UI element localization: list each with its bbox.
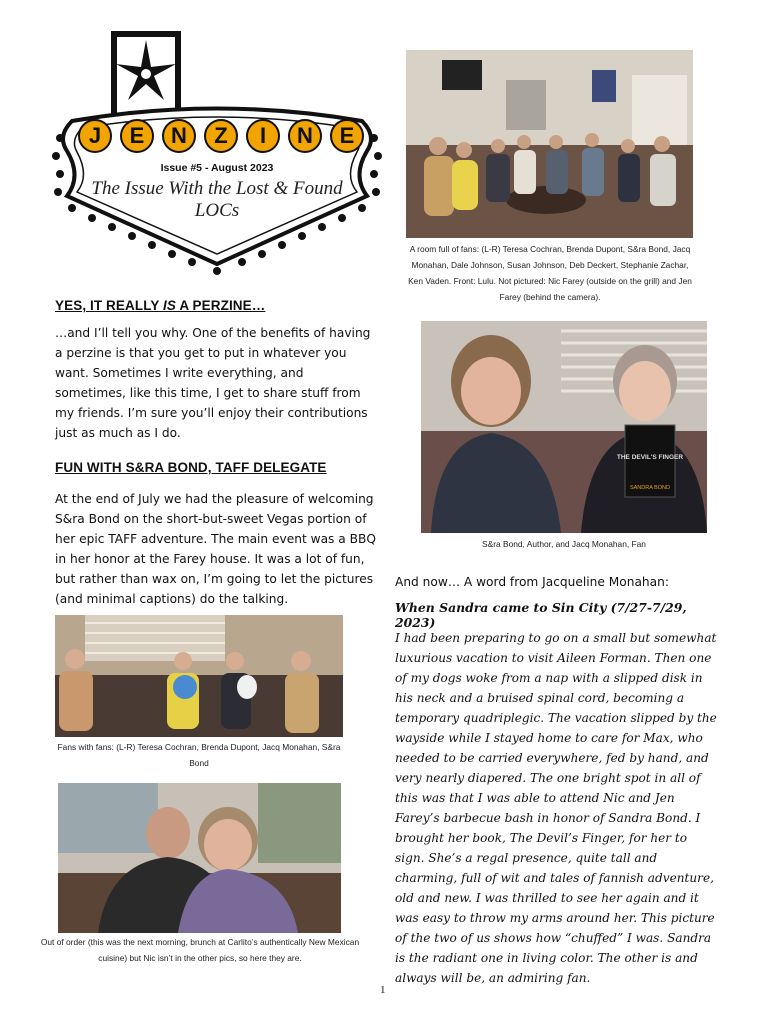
masthead-letters bbox=[78, 119, 368, 155]
caption-room-full-of-fans: A room full of fans: (L-R) Teresa Cochran, Brenda Dupont, S&ra Bond, Jacq Monahan, Dale Johnson, Susan Johnson, Deb Deckert, Stephanie Zachar, Ken Vaden. Front: Lulu. Not pictured: Nic Farey (outside on the grill) and Jen Farey (behind the camera). bbox=[408, 244, 692, 302]
caption-sra-and-jacq: S&ra Bond, Author, and Jacq Monahan, Fan bbox=[482, 539, 646, 549]
star-icon bbox=[116, 40, 176, 100]
intro-jacqueline: And now… A word from Jacqueline Monahan: bbox=[395, 575, 669, 589]
masthead-letter: J bbox=[78, 119, 112, 153]
issue-number: Issue #5 - August 2023 bbox=[160, 162, 274, 174]
article-body: I had been preparing to go on a small but somewhat luxurious vacation to visit Aileen Forman. Then one of my dogs woke from a nap with a slipped disk in his neck and a bruised spinal cord, becoming a temporary quadriplegic. The vacation slipped by the wayside while I stayed home to care for Max, who needed to be carried everywhere, fed by hand, and very nearly diapered. The one bright spot in all of this was that I was able to attend Nic and Jen Farey’s barbecue bash in honor of Sandra Bond. I brought her book, The Devil’s Finger, for her to sign. She’s a regal presence, quite tall and charming, full of wit and tales of fannish adventure, old and new. I was thrilled to see her again and it was easy to throw my arms around her. This picture of the two of us shows how “chuffed” I was. Sandra is the radiant one in living color. The other is and always will be, an admiring fan. bbox=[395, 631, 717, 985]
caption-fans-with-fans: Fans with fans: (L-R) Teresa Cochran, Brenda Dupont, Jacq Monahan, S&ra Bond bbox=[57, 742, 341, 768]
caption-brunch: Out of order (this was the next morning, brunch at Carlito’s authentically New Mexican cuisine) but Nic isn’t in the other pics, so here they are. bbox=[40, 937, 360, 963]
article-title: When Sandra came to Sin City (7/27-7/29, 2023) bbox=[395, 600, 687, 630]
photo-brunch bbox=[58, 783, 341, 933]
photo-fans-with-fans bbox=[55, 615, 343, 737]
page-number: 1 bbox=[380, 984, 386, 996]
issue-subtitle: The Issue With the Lost & Found LOCs bbox=[91, 178, 343, 221]
photo-sra-and-jacq-with-book bbox=[421, 321, 707, 533]
svg-text:THE DEVIL'S FINGER: THE DEVIL'S FINGER bbox=[616, 454, 684, 461]
paragraph-sra-bond: At the end of July we had the pleasure of welcoming S&ra Bond on the short-but-sweet Vegas portion of her epic TAFF adventure. The main event was a BBQ in her honor at the Farey house. It was a lot of fun, but rather than wax on, I’m going to let the pictures (and minimal captions) do the talking. bbox=[55, 492, 376, 606]
photo-room-full-of-fans bbox=[406, 50, 693, 238]
svg-text:SANDRA BOND: SANDRA BOND bbox=[629, 485, 671, 491]
masthead-letter: E bbox=[330, 119, 364, 153]
masthead-letter: N bbox=[288, 119, 322, 153]
masthead-letter: E bbox=[120, 119, 154, 153]
section-heading-sra-bond: FUN WITH S&RA BOND, TAFF DELEGATE bbox=[55, 460, 327, 475]
section-heading-perzine: YES, IT REALLY IS A PERZINE… bbox=[55, 298, 266, 313]
masthead-logo bbox=[52, 26, 382, 276]
paragraph-perzine: …and I’ll tell you why. One of the benefits of having a perzine is that you get to put in whatever you want. Sometimes I write everything, and sometimes, like this time, I get to share stuff from my friends. I’m sure you’ll enjoy their contributions just as much as I do. bbox=[55, 326, 371, 440]
masthead-letter: N bbox=[162, 119, 196, 153]
masthead-letter: Z bbox=[204, 119, 238, 153]
book-cover bbox=[617, 425, 683, 497]
masthead-letter: I bbox=[246, 119, 280, 153]
